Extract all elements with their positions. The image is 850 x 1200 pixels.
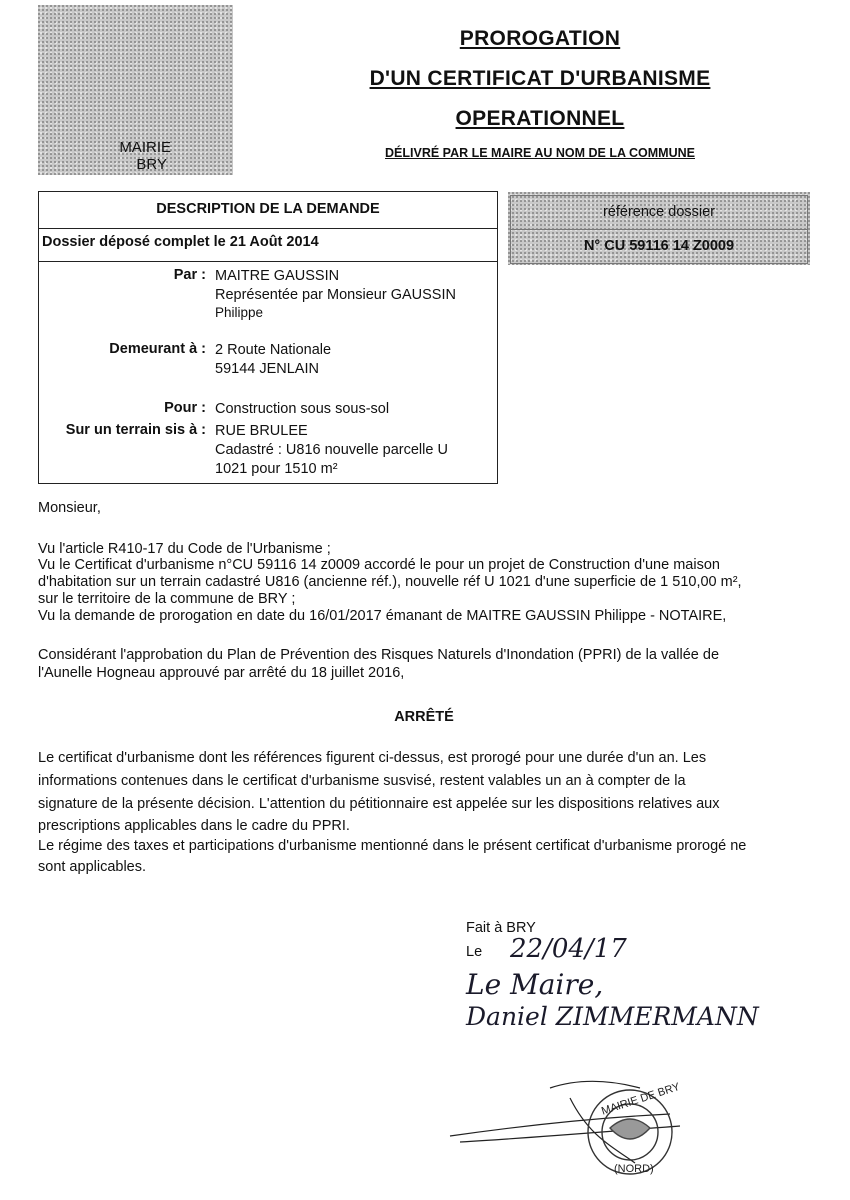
- signature-maire: Le Maire,: [466, 968, 604, 1001]
- terrain-label: Sur un terrain sis à :: [65, 422, 206, 438]
- arrete-line-6: sont applicables.: [38, 859, 147, 875]
- mairie-label: MAIRIE: [119, 139, 171, 156]
- stamp-bottom-text: (NORD): [614, 1163, 654, 1175]
- salutation: Monsieur,: [38, 500, 101, 516]
- demeurant-line-1: 2 Route Nationale: [215, 342, 332, 358]
- subtitle: DÉLIVRÉ PAR LE MAIRE AU NOM DE LA COMMUNE: [385, 146, 695, 160]
- title-line-1: PROROGATION: [459, 27, 621, 50]
- par-line-3: Philippe: [215, 305, 264, 320]
- arrete-line-1: Le certificat d'urbanisme dont les références figurent ci-dessus, est prorogé pour une durée d'un an. Les: [38, 750, 707, 766]
- arrete-line-4: prescriptions applicables dans le cadre du PPRI.: [38, 818, 350, 834]
- vu-line-2: Vu le Certificat d'urbanisme n°CU 59116 14 z0009 accordé le pour un projet de Construction d'une maison: [38, 557, 720, 573]
- terrain-line-2: Cadastré : U816 nouvelle parcelle U: [215, 442, 448, 458]
- arrete-line-3: signature de la présente décision. L'attention du pétitionnaire est appelée sur les dispositions relatives aux: [38, 796, 720, 812]
- reference-label-cell: [510, 195, 808, 230]
- pour-value: Construction sous sous-sol: [215, 401, 390, 417]
- reference-label: référence dossier: [602, 204, 716, 220]
- signature-name: Daniel ZIMMERMANN: [466, 1002, 759, 1031]
- title-line-3: OPERATIONNEL: [455, 107, 625, 130]
- depose-text: Dossier déposé complet le 21 Août 2014: [42, 234, 319, 250]
- par-line-1: MAITRE GAUSSIN: [215, 268, 340, 284]
- terrain-line-1: RUE BRULEE: [215, 423, 308, 439]
- vu-line-5: Vu la demande de prorogation en date du 16/01/2017 émanant de MAITRE GAUSSIN Philippe - NOTAIRE,: [38, 608, 727, 624]
- par-line-2: Représentée par Monsieur GAUSSIN: [215, 287, 456, 303]
- considerant-line-2: l'Aunelle Hogneau approuvé par arrêté du 18 juillet 2016,: [38, 665, 405, 681]
- demande-header: DESCRIPTION DE LA DEMANDE: [156, 201, 380, 217]
- mairie-town: BRY: [136, 156, 167, 173]
- title-line-2: D'UN CERTIFICAT D'URBANISME: [369, 67, 711, 90]
- arrete-line-5: Le régime des taxes et participations d'urbanisme mentionné dans le présent certificat d'urbanisme prorogé ne: [38, 838, 747, 854]
- depose-row: [39, 228, 497, 262]
- le-label: Le: [466, 944, 483, 960]
- vu-line-1: Vu l'article R410-17 du Code de l'Urbanisme ;: [38, 541, 331, 557]
- signature-date: 22/04/17: [510, 934, 627, 964]
- stamp-top-text: MAIRIE DE BRY: [599, 1080, 682, 1118]
- pour-label: Pour :: [164, 400, 206, 416]
- mairie-box: [38, 5, 233, 175]
- signature-stamp-graphic: [440, 1068, 740, 1180]
- demeurant-label: Demeurant à :: [109, 341, 206, 357]
- demande-header-row: [39, 192, 497, 229]
- vu-line-3: d'habitation sur un terrain cadastré U816 (ancienne réf.), nouvelle réf U 1021 d'une superficie de 1 510,00 m²,: [38, 574, 742, 590]
- arrete-line-2: informations contenues dans le certificat d'urbanisme susvisé, restent valables un an à compter de la: [38, 773, 686, 789]
- arrete-title: ARRÊTÉ: [394, 709, 454, 725]
- par-label: Par :: [173, 267, 206, 283]
- fait-a: Fait à BRY: [466, 920, 536, 936]
- considerant-line-1: Considérant l'approbation du Plan de Prévention des Risques Naturels d'Inondation (PPRI) de la vallée de: [38, 647, 720, 663]
- reference-number-cell: [510, 229, 808, 264]
- vu-line-4: sur le territoire de la commune de BRY ;: [38, 591, 296, 607]
- demeurant-line-2: 59144 JENLAIN: [215, 361, 319, 377]
- reference-box: [508, 192, 810, 265]
- terrain-line-3: 1021 pour 1510 m²: [215, 461, 338, 477]
- reference-number: N° CU 59116 14 Z0009: [583, 238, 735, 254]
